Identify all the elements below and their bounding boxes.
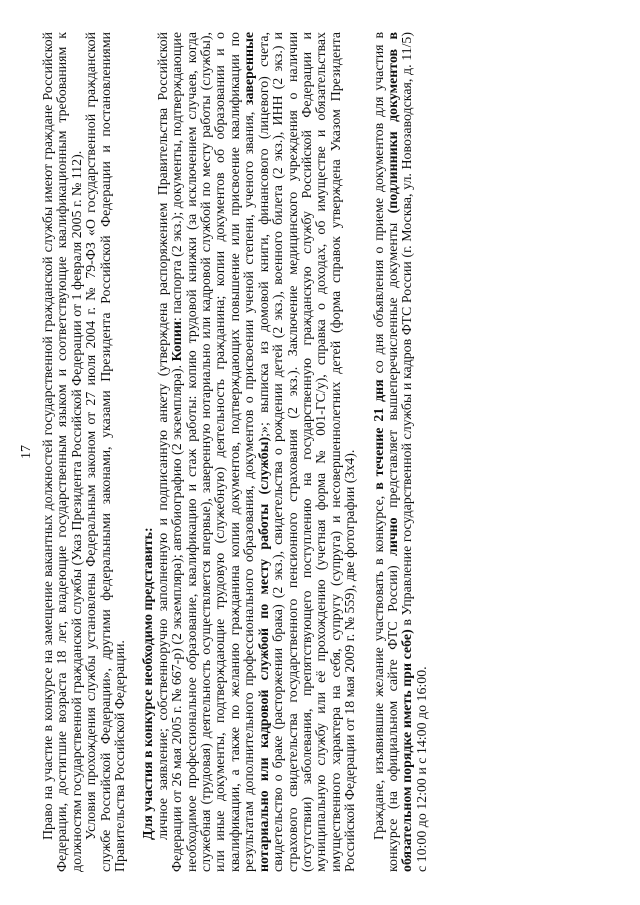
submission-deadline: в течение 21 дня	[371, 379, 387, 490]
paragraph-submission	[373, 32, 431, 872]
paragraph-required-docs-heading	[142, 32, 156, 872]
docs-list-part-2: : паспорта (2 экз.); документы, подтверждающие необходимое профессиональное образование, квалификацию и стаж работы: копию трудовой книжки (за исключением случаев, когда служебная (трудовая) деятельность осуществляется впервые), заверенную нотариально или кадровой службой по месту работы (службы), или иные документы, подтверждающие трудовую (служебную) деятельность гражданина; копии документов об образовании и о квалификации, а также по желанию гражданина копии документов, подтверждающих повышение или присвоение квалификации по результатам дополнительного профессионального образования, документов о присвоении ученой степени, ученого звания,	[170, 31, 258, 872]
submission-part-1: Граждане, изъявившие желание участвовать в конкурсе,	[371, 489, 387, 840]
paragraph-eligibility: Право на участие в конкурсе на замещение вакантных должностей государственной гражданской службы имеют граждане Российской Федерации, достигшие возраста 18 лет, владеющие государственным языком и соответствующие квалификационным требованиям к должностям государственной гражданской службы (Указ Президента Российской Федерации от 1 февраля 2005 г. № 112).	[41, 32, 85, 872]
submission-part-2: со дня объявления о приеме документов для участия в конкурсе (на официальном сайте ФТС России)	[371, 32, 401, 872]
docs-list-part-1: личное заявление; собственноручно заполненную и подписанную анкету (утверждена распоряжением Правительства Российской Федерации от 26 мая 2005 г. № 667-р) (2 экземпляра); автобиографию (2 экземпляра).	[155, 32, 186, 872]
rotated-document	[20, 12, 620, 892]
submission-part-4: в Управление государственной службы и кадров ФТС России (г. Москва, ул. Новозаводская, д. 11/5) с 10:00 до 12:00 и с 14:00 до 16:00.	[400, 31, 430, 872]
document-body	[42, 32, 430, 872]
paragraph-service-conditions: Условия прохождения службы установлены Федеральным законом от 27 июля 2004 г. № 79-ФЗ «О государственной гражданской службе Российской Федерации», другими федеральными законами, указами Президента Российской Федерации и постановлениями Правительства Российской Федерации.	[84, 32, 129, 872]
docs-list-certified-note: заверенные нотариально или кадровой службой по месту работы (службы)	[242, 32, 272, 872]
docs-list-part-3: ;»; выписка из домовой книги, финансового (лицевого) счета, свидетельство о браке (расторжении брака) (2 экз.), свидетельства о рождении детей (2 экз.), военного билета (2 экз.), ИНН (2 экз.) и страхового свидетельства государственного пенсионного страхования (2 экз.). Заключение медицинского учреждения о наличии (отсутствии) заболевания, препятствующего поступлению на государственную гражданскую службу Российской Федерации и муниципальную службу или её прохождению (учетная форма № 001-ГС/у), справка о доходах, об имуществе и обязательствах имущественного характера на себя, супругу (супруга) и несовершеннолетних детей (форма справок утверждена Указом Президента Российской Федерации от 18 мая 2009 г. № 559), две фотографии (3х4).	[256, 32, 359, 872]
paragraph-required-docs-list	[157, 32, 359, 872]
required-docs-heading: Для участия в конкурсе необходимо представить:	[141, 527, 157, 840]
submission-in-person: лично	[385, 517, 401, 556]
page-number: 17	[19, 445, 34, 459]
submission-originals-note: (подлинники документов в обязательном порядке иметь при себе)	[385, 31, 416, 872]
submission-part-3: представляет вышеперечисленные документы	[385, 213, 401, 518]
docs-list-copies-label: Копии	[170, 321, 186, 362]
